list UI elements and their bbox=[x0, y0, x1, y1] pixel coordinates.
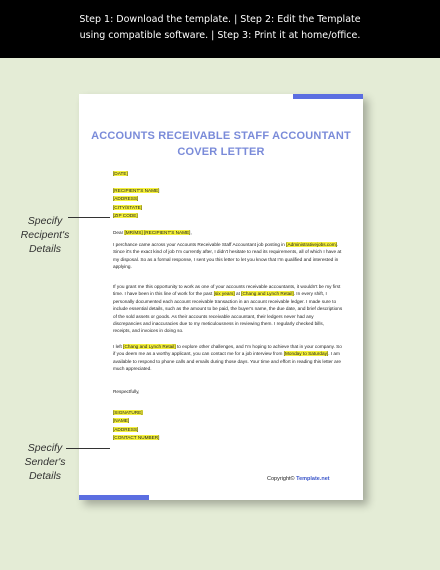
top-accent-bar bbox=[293, 94, 363, 99]
sender-leader-line bbox=[66, 448, 110, 449]
banner-line-2: using compatible software. | Step 3: Print it at home/office. bbox=[79, 30, 361, 41]
sender-name-placeholder: [NAME] bbox=[113, 418, 130, 424]
copyright-footer: Copyright© Template.net bbox=[267, 476, 330, 482]
title-line-2: COVER LETTER bbox=[177, 146, 265, 158]
instruction-banner bbox=[0, 0, 440, 58]
sender-details-label: Specify Sender's Details bbox=[24, 442, 66, 482]
sender-contact-placeholder: [CONTACT NUMBER] bbox=[113, 435, 160, 441]
salutation-name: [MR/MS] [RECIPIENT'S NAME] bbox=[124, 230, 191, 235]
bottom-accent-bar bbox=[79, 495, 149, 500]
paragraph-2: If you grant me this opportunity to work as one of your accounts receivable accountants, it wouldn't be my first time. I have been in this line of work for the past [six years] at [Chang and Lynch Retail]. In every shift, I personally documented each account receivable transaction in an account receivable ledger. I made sure to include essential details, such as the amount to be paid, the buyer's name, the due date, and brief descriptions of the sold assets or goods. As their accounts receivable accountant, their ledgers never had any discrepancies and inaccuracies due to my meticulousness in reviewing them. I regularly checked bills, receipts, and invoices in doing so. bbox=[113, 284, 343, 334]
sender-block bbox=[113, 409, 343, 443]
recipient-details-label: Specify Recipent's Details bbox=[20, 215, 70, 255]
title-line-1: ACCOUNTS RECEIVABLE STAFF ACCOUNTANT bbox=[91, 130, 351, 142]
recipient-block bbox=[113, 170, 343, 220]
letter-title bbox=[79, 128, 363, 160]
recipient-zip-placeholder: [ZIP CODE] bbox=[113, 212, 138, 218]
paragraph-3: I left [Chang and Lynch Retail] to explore other challenges, and I'm hoping to achieve that in your company. So if you deem me as a worthy applicant, you can contact me for a job interview from [Monday to Saturday]. I am available to respond to phone calls and emails during those days. Your time and effort in reading this letter are much appreciated. bbox=[113, 344, 342, 372]
recipient-leader-line bbox=[68, 217, 110, 218]
salutation: Dear [MR/MS] [RECIPIENT'S NAME], bbox=[113, 230, 192, 235]
recipient-address-placeholder: [ADDRESS] bbox=[113, 196, 139, 202]
sender-address-placeholder: [ADDRESS] bbox=[113, 426, 139, 432]
recipient-city-placeholder: [CITY/STATE] bbox=[113, 204, 142, 210]
paragraph-1: I perchance came across your Accounts Receivable Staff Accountant job posting in [Administrativejobs.com]. Since it's the exact kind of job I'm currently after, I didn't hesitate to read its requirements, all of which I have at my disposal. So as a formal response, I sent you this letter to let you know that I'm qualified and interested in applying. bbox=[113, 242, 342, 270]
recipient-name-placeholder: [RECIPIENT'S NAME] bbox=[113, 187, 160, 193]
closing: Respectfully, bbox=[113, 389, 140, 394]
banner-line-1: Step 1: Download the template. | Step 2: Edit the Template bbox=[79, 14, 361, 25]
signature-placeholder: [SIGNATURE] bbox=[113, 410, 143, 415]
date-placeholder: [DATE] bbox=[113, 171, 128, 176]
brand-link[interactable]: Template.net bbox=[296, 476, 330, 482]
